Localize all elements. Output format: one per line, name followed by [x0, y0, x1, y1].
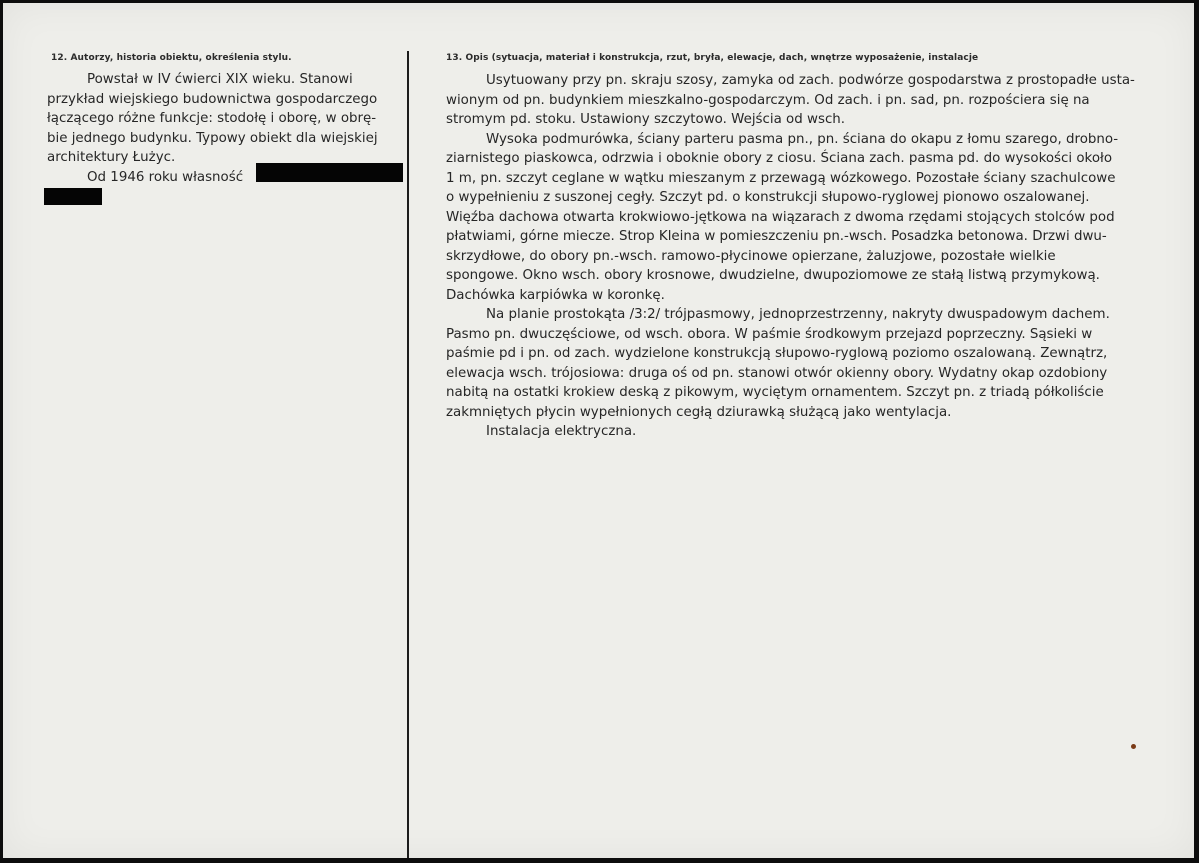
history-line: Powstał w IV ćwierci XIX wieku. Stanowi [87, 72, 353, 87]
description-line: ziarnistego piaskowca, odrzwia i obokniе obory z ciosu. Ściana zach. pasma pd. do wysokości około [446, 151, 1113, 166]
description-line: Na planie prostokąta /3:2/ trójpasmowy, jednoprzestrzenny, nakryty dwuspadowym dachem. [486, 307, 1110, 322]
description-line: wionym od pn. budynkiem mieszkalno-gospodarczym. Od zach. i pn. sad, pn. rozpościera się na [446, 92, 1090, 108]
description-line: skrzydłowe, do obory pn.-wsch. ramowo-płycinowe opierzane, żaluzjowe, pozostałe wielkie [446, 248, 1056, 264]
description-text [446, 71, 1135, 442]
column-divider [407, 51, 409, 858]
description-line: Dachówka karpiówka w koronkę. [446, 287, 665, 303]
history-line: przykład wiejskiego budownictwa gospodarczego [47, 91, 378, 107]
description-line: Usytuowany przy pn. skraju szosy, zamyka od zach. podwórze gospodarstwa z prostopadłe usta- [486, 73, 1135, 88]
description-line: elewacja wsch. trójosiowa: druga oś od pn. stanowi otwór okienny obory. Wydatny okap ozdobiony [446, 365, 1108, 381]
description-line: paśmie pd i pn. od zach. wydzielone konstrukcją słupowo-ryglową poziomo oszalowaną. Zewnątrz, [446, 346, 1108, 361]
description-line: stromym pd. stoku. Ustawiony szczytowo. Wejścia od wsch. [446, 112, 846, 127]
description-line: Pasmo pn. dwuczęściowe, od wsch. obora. W paśmie środkowym przejazd poprzeczny. Sąsieki w [446, 326, 1093, 342]
history-line: bie jednego budynku. Typowy obiekt dla wiejskiej [47, 130, 378, 146]
document-sheet [3, 3, 1194, 858]
redaction-bar [44, 188, 102, 205]
description-line: Wysoka podmurówka, ściany parteru pasma pn., pn. ściana do okapu z łomu szarego, drobno- [486, 131, 1119, 147]
description-line: 1 m, pn. szczyt ceglane w wątku mieszanym z przewagą wózkowego. Pozostałe ściany szachulcowe [446, 170, 1116, 186]
description-line: płatwiami, górne miecze. Strop Kleina w pomieszczeniu pn.-wsch. Posadzka betonowa. Drzwi dwu- [446, 229, 1107, 244]
section-13-heading: 13. Opis (sytuacja, materiał i konstrukcja, rzut, bryła, elewacje, dach, wnętrze wyposażenie, instalacje [446, 53, 979, 63]
history-line: łączącego różne funkcje: stodołę i oborę, w obrę- [47, 111, 377, 126]
ownership-line: Od 1946 roku własność [87, 169, 244, 185]
description-line: o wypełnieniu z suszonej cegły. Szczyt pd. o konstrukcji słupowo-ryglowej pionowo oszalowanej. [446, 190, 1090, 205]
history-line: architektury Łużyc. [47, 150, 176, 165]
description-line: spongowe. Okno wsch. obory krosnowe, dwudzielne, dwupoziomowe ze stałą listwą przymykową. [446, 268, 1100, 283]
redaction-bar [256, 163, 403, 182]
description-line: Więźba dachowa otwarta krokwiowo-jętkowa na wiązarach z dwoma rzędami stojących stolców pod [446, 209, 1115, 225]
description-line: Instalacja elektryczna. [486, 424, 637, 439]
section-12-heading: 12. Autorzy, historia obiektu, określenia stylu. [51, 53, 292, 63]
ink-spot [1131, 744, 1136, 749]
description-line: nabitą na ostatki krokiew deską z pikowym, wyciętym ornamentem. Szczyt pn. z triadą półkoliście [446, 385, 1104, 400]
description-line: zakmniętych płycin wypełnionych cegłą dziurawką służącą jako wentylacja. [446, 404, 952, 420]
